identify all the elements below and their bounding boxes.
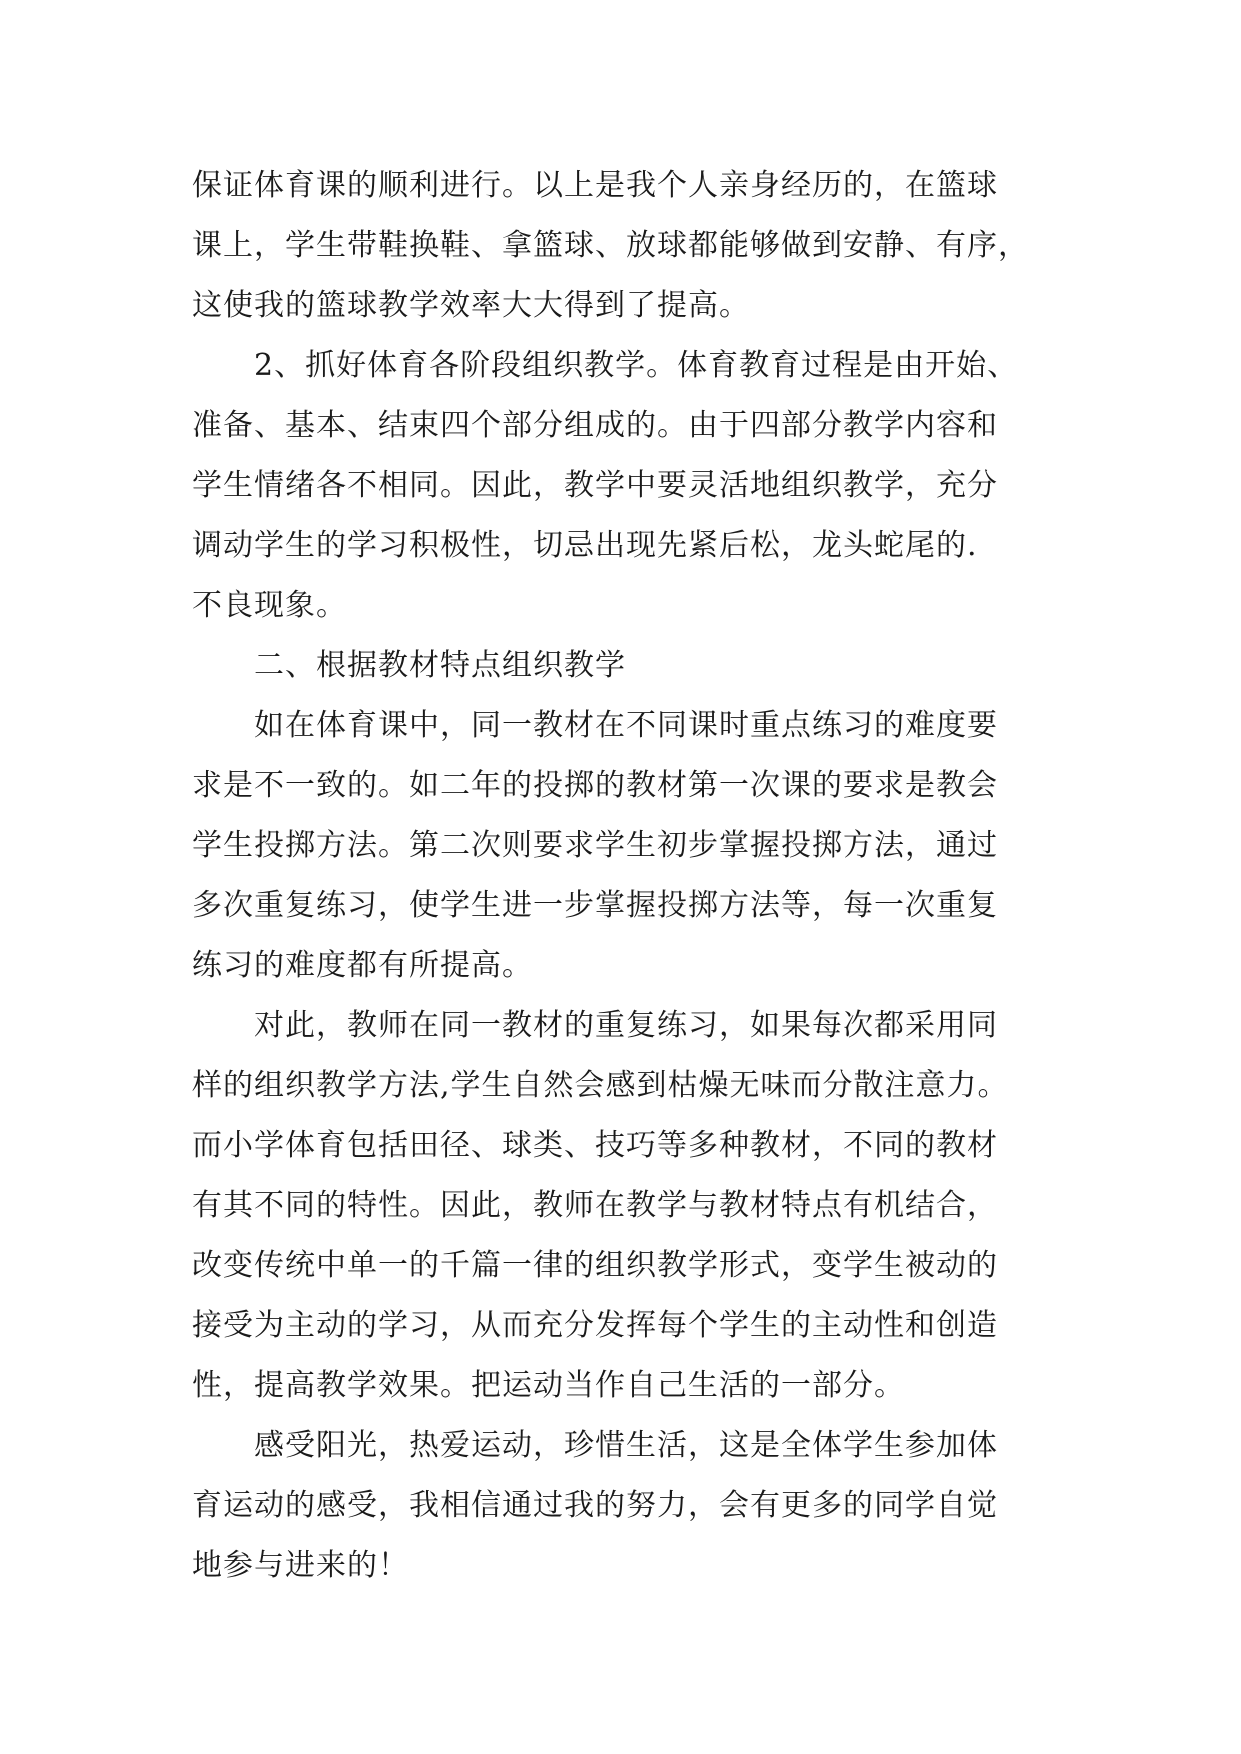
text-line: 练习的难度都有所提高。 (192, 948, 533, 983)
text-line: 对此，教师在同一教材的重复练习，如果每次都采用同 (192, 1008, 998, 1043)
text-line: 课上，学生带鞋换鞋、拿篮球、放球都能够做到安静、有序， (192, 228, 1029, 263)
text-line: 准备、基本、结束四个部分组成的。由于四部分教学内容和 (192, 408, 998, 443)
text-line: 如在体育课中，同一教材在不同课时重点练习的难度要 (192, 708, 998, 743)
text-line: 学生情绪各不相同。因此，教学中要灵活地组织教学，充分 (192, 468, 998, 503)
text-line: 保证体育课的顺利进行。以上是我个人亲身经历的，在篮球 (192, 168, 998, 203)
text-line: 学生投掷方法。第二次则要求学生初步掌握投掷方法，通过 (192, 828, 998, 863)
text-line: 调动学生的学习积极性，切忌出现先紧后松，龙头蛇尾的. (192, 528, 978, 563)
text-line: 2、抓好体育各阶段组织教学。体育教育过程是由开始、 (192, 348, 1019, 383)
text-line: 多次重复练习，使学生进一步掌握投掷方法等，每一次重复 (192, 888, 998, 923)
text-line: 地参与进来的！ (192, 1548, 409, 1583)
section-heading: 二、根据教材特点组织教学 (192, 648, 626, 683)
text-line: 有其不同的特性。因此，教师在教学与教材特点有机结合， (192, 1188, 998, 1223)
text-line: 改变传统中单一的千篇一律的组织教学形式，变学生被动的 (192, 1248, 998, 1283)
body-text (192, 156, 1052, 1596)
text-line: 求是不一致的。如二年的投掷的教材第一次课的要求是教会 (192, 768, 998, 803)
text-line: 性，提高教学效果。把运动当作自己生活的一部分。 (192, 1368, 905, 1403)
text-line: 育运动的感受，我相信通过我的努力，会有更多的同学自觉 (192, 1488, 998, 1523)
text-line: 接受为主动的学习，从而充分发挥每个学生的主动性和创造 (192, 1308, 998, 1343)
text-line: 不良现象。 (192, 588, 347, 623)
text-line: 样的组织教学方法,学生自然会感到枯燥无味而分散注意力。 (192, 1068, 1009, 1103)
text-line: 而小学体育包括田径、球类、技巧等多种教材，不同的教材 (192, 1128, 998, 1163)
text-line: 感受阳光，热爱运动，珍惜生活，这是全体学生参加体 (192, 1428, 998, 1463)
text-line: 这使我的篮球教学效率大大得到了提高。 (192, 288, 750, 323)
